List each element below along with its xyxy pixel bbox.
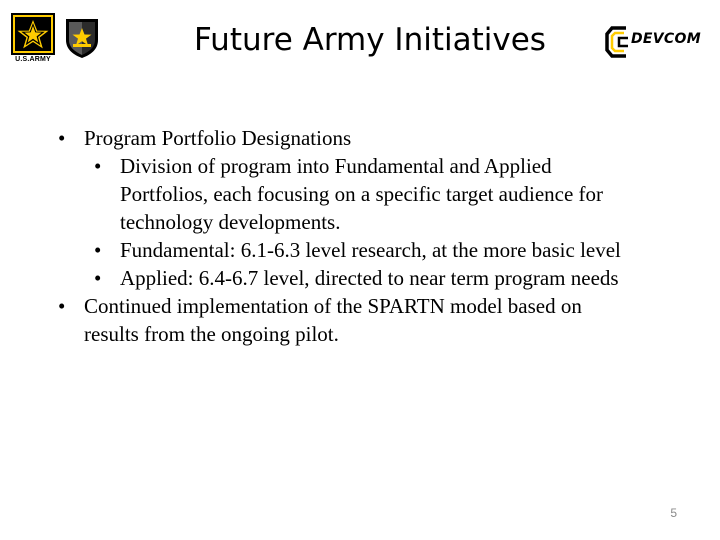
bullet-item-portfolio-designations: [0, 124, 720, 152]
bullet-line: Division of program into Fundamental and Applied: [120, 154, 552, 178]
bullet-list: [0, 124, 720, 348]
us-army-logo: [10, 12, 56, 68]
bullet-line: results from the ongoing pilot.: [84, 322, 339, 346]
army-wordmark: U.S.ARMY: [15, 56, 51, 63]
army-star-icon: [10, 12, 56, 56]
shield-icon: [64, 16, 100, 60]
bullet-line: technology developments.: [120, 210, 341, 234]
bullet-line: Applied: 6.4-6.7 level, directed to near term program needs: [120, 266, 619, 290]
bullet-line: Program Portfolio Designations: [84, 126, 352, 150]
bullet-item-spartn-model: [0, 292, 720, 348]
bullet-symbol: •: [94, 154, 102, 178]
devcom-wordmark: DEVCOM: [631, 31, 701, 47]
bullet-line: Continued implementation of the SPARTN model based on: [84, 294, 582, 318]
page-number: 5: [670, 506, 677, 520]
bullet-symbol: •: [94, 238, 102, 262]
bullet-symbol: •: [58, 126, 66, 150]
sub-bullet-applied: [0, 264, 720, 292]
bullet-line: Fundamental: 6.1-6.3 level research, at the more basic level: [120, 238, 621, 262]
slide-title: Future Army Initiatives: [194, 22, 546, 58]
futures-command-shield-logo: [64, 16, 100, 60]
bullet-line: Portfolios, each focusing on a specific target audience for: [120, 182, 604, 206]
devcom-bracket-icon: [604, 24, 634, 60]
sub-bullet-division-of-program: [0, 152, 720, 236]
sub-bullet-fundamental: [0, 236, 720, 264]
devcom-logo: [604, 24, 708, 60]
bullet-symbol: •: [94, 266, 102, 290]
bullet-symbol: •: [58, 294, 66, 318]
